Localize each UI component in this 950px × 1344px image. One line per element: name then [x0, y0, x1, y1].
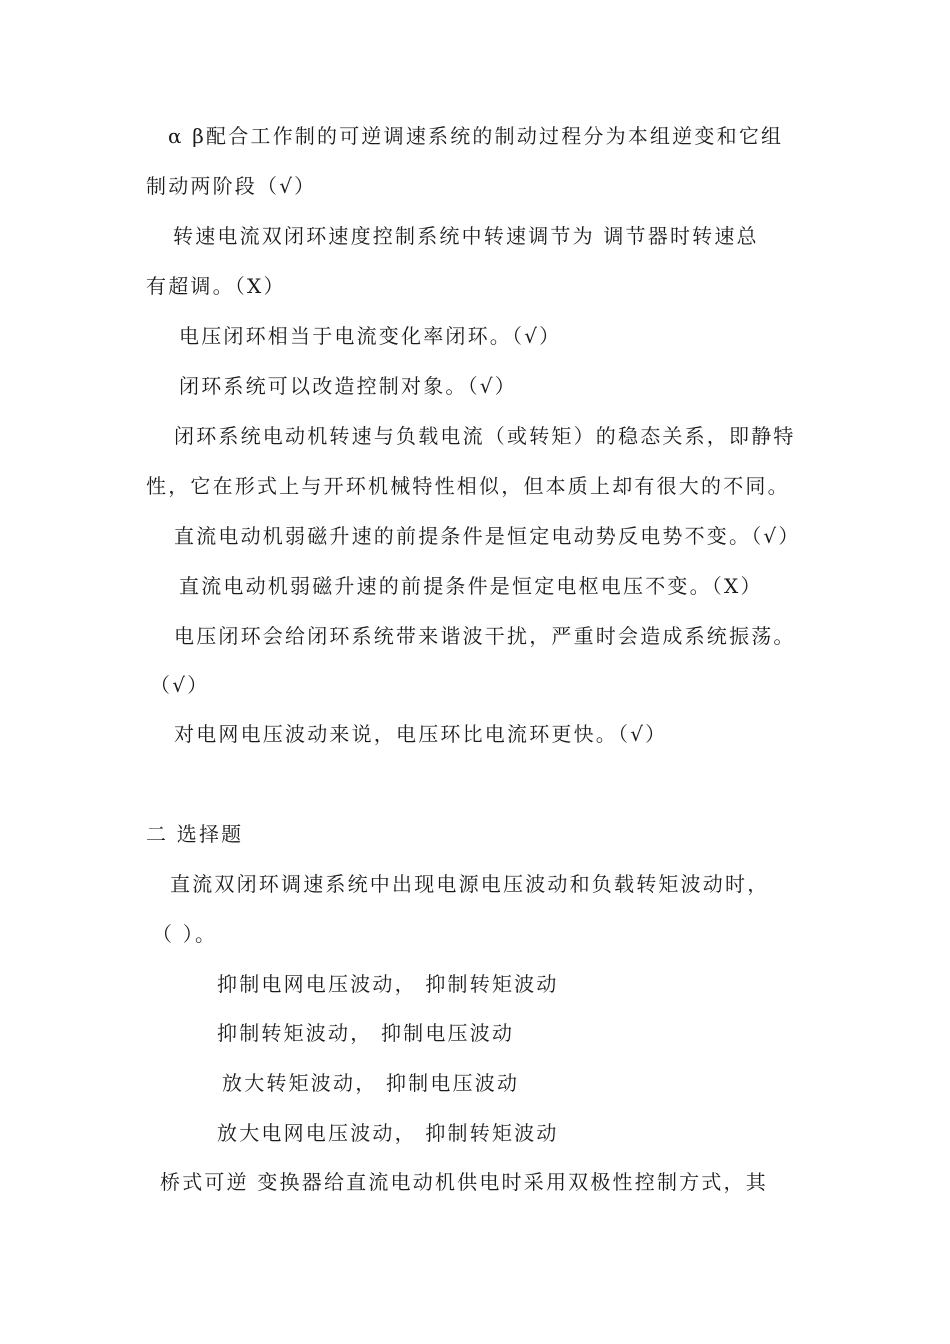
- section-heading: 二 选择题: [146, 822, 244, 846]
- text-line: 对电网电压波动来说，电压环比电流环更快。（√）: [174, 722, 668, 746]
- option-line: 抑制转矩波动， 抑制电压波动: [217, 1021, 515, 1045]
- text-line: 闭环系统可以改造控制对象。（√）: [179, 374, 517, 398]
- option-line: 放大转矩波动， 抑制电压波动: [222, 1071, 520, 1095]
- text-line: α β配合工作制的可逆调速系统的制动过程分为本组逆变和它组: [168, 124, 784, 148]
- text-line: 直流双闭环调速系统中出现电源电压波动和负载转矩波动时，: [170, 872, 770, 896]
- text-line: 电压闭环会给闭环系统带来谐波干扰，严重时会造成系统振荡。: [174, 624, 796, 648]
- text-line: （ ）。: [152, 922, 218, 946]
- text-line: 制动两阶段（√）: [146, 174, 317, 198]
- text-line: 性，它在形式上与开环机械特性相似，但本质上却有很大的不同。: [146, 474, 790, 498]
- text-line: 转速电流双闭环速度控制系统中转速调节为 调节器时转速总: [173, 224, 759, 248]
- option-line: 抑制电网电压波动， 抑制转矩波动: [217, 972, 559, 996]
- text-line: 有超调。（X）: [146, 274, 286, 298]
- text-line: 桥式可逆 变换器给直流电动机供电时采用双极性控制方式，其: [160, 1170, 768, 1194]
- text-line: 直流电动机弱磁升速的前提条件是恒定电动势反电势不变。（√）: [174, 524, 801, 548]
- text-line: 电压闭环相当于电流变化率闭环。（√）: [179, 324, 562, 348]
- text-line: 直流电动机弱磁升速的前提条件是恒定电枢电压不变。（X）: [179, 574, 763, 598]
- text-line: 闭环系统电动机转速与负载电流（或转矩）的稳态关系，即静特: [174, 424, 796, 448]
- text-line: （√）: [150, 673, 210, 697]
- option-line: 放大电网电压波动， 抑制转矩波动: [217, 1121, 559, 1145]
